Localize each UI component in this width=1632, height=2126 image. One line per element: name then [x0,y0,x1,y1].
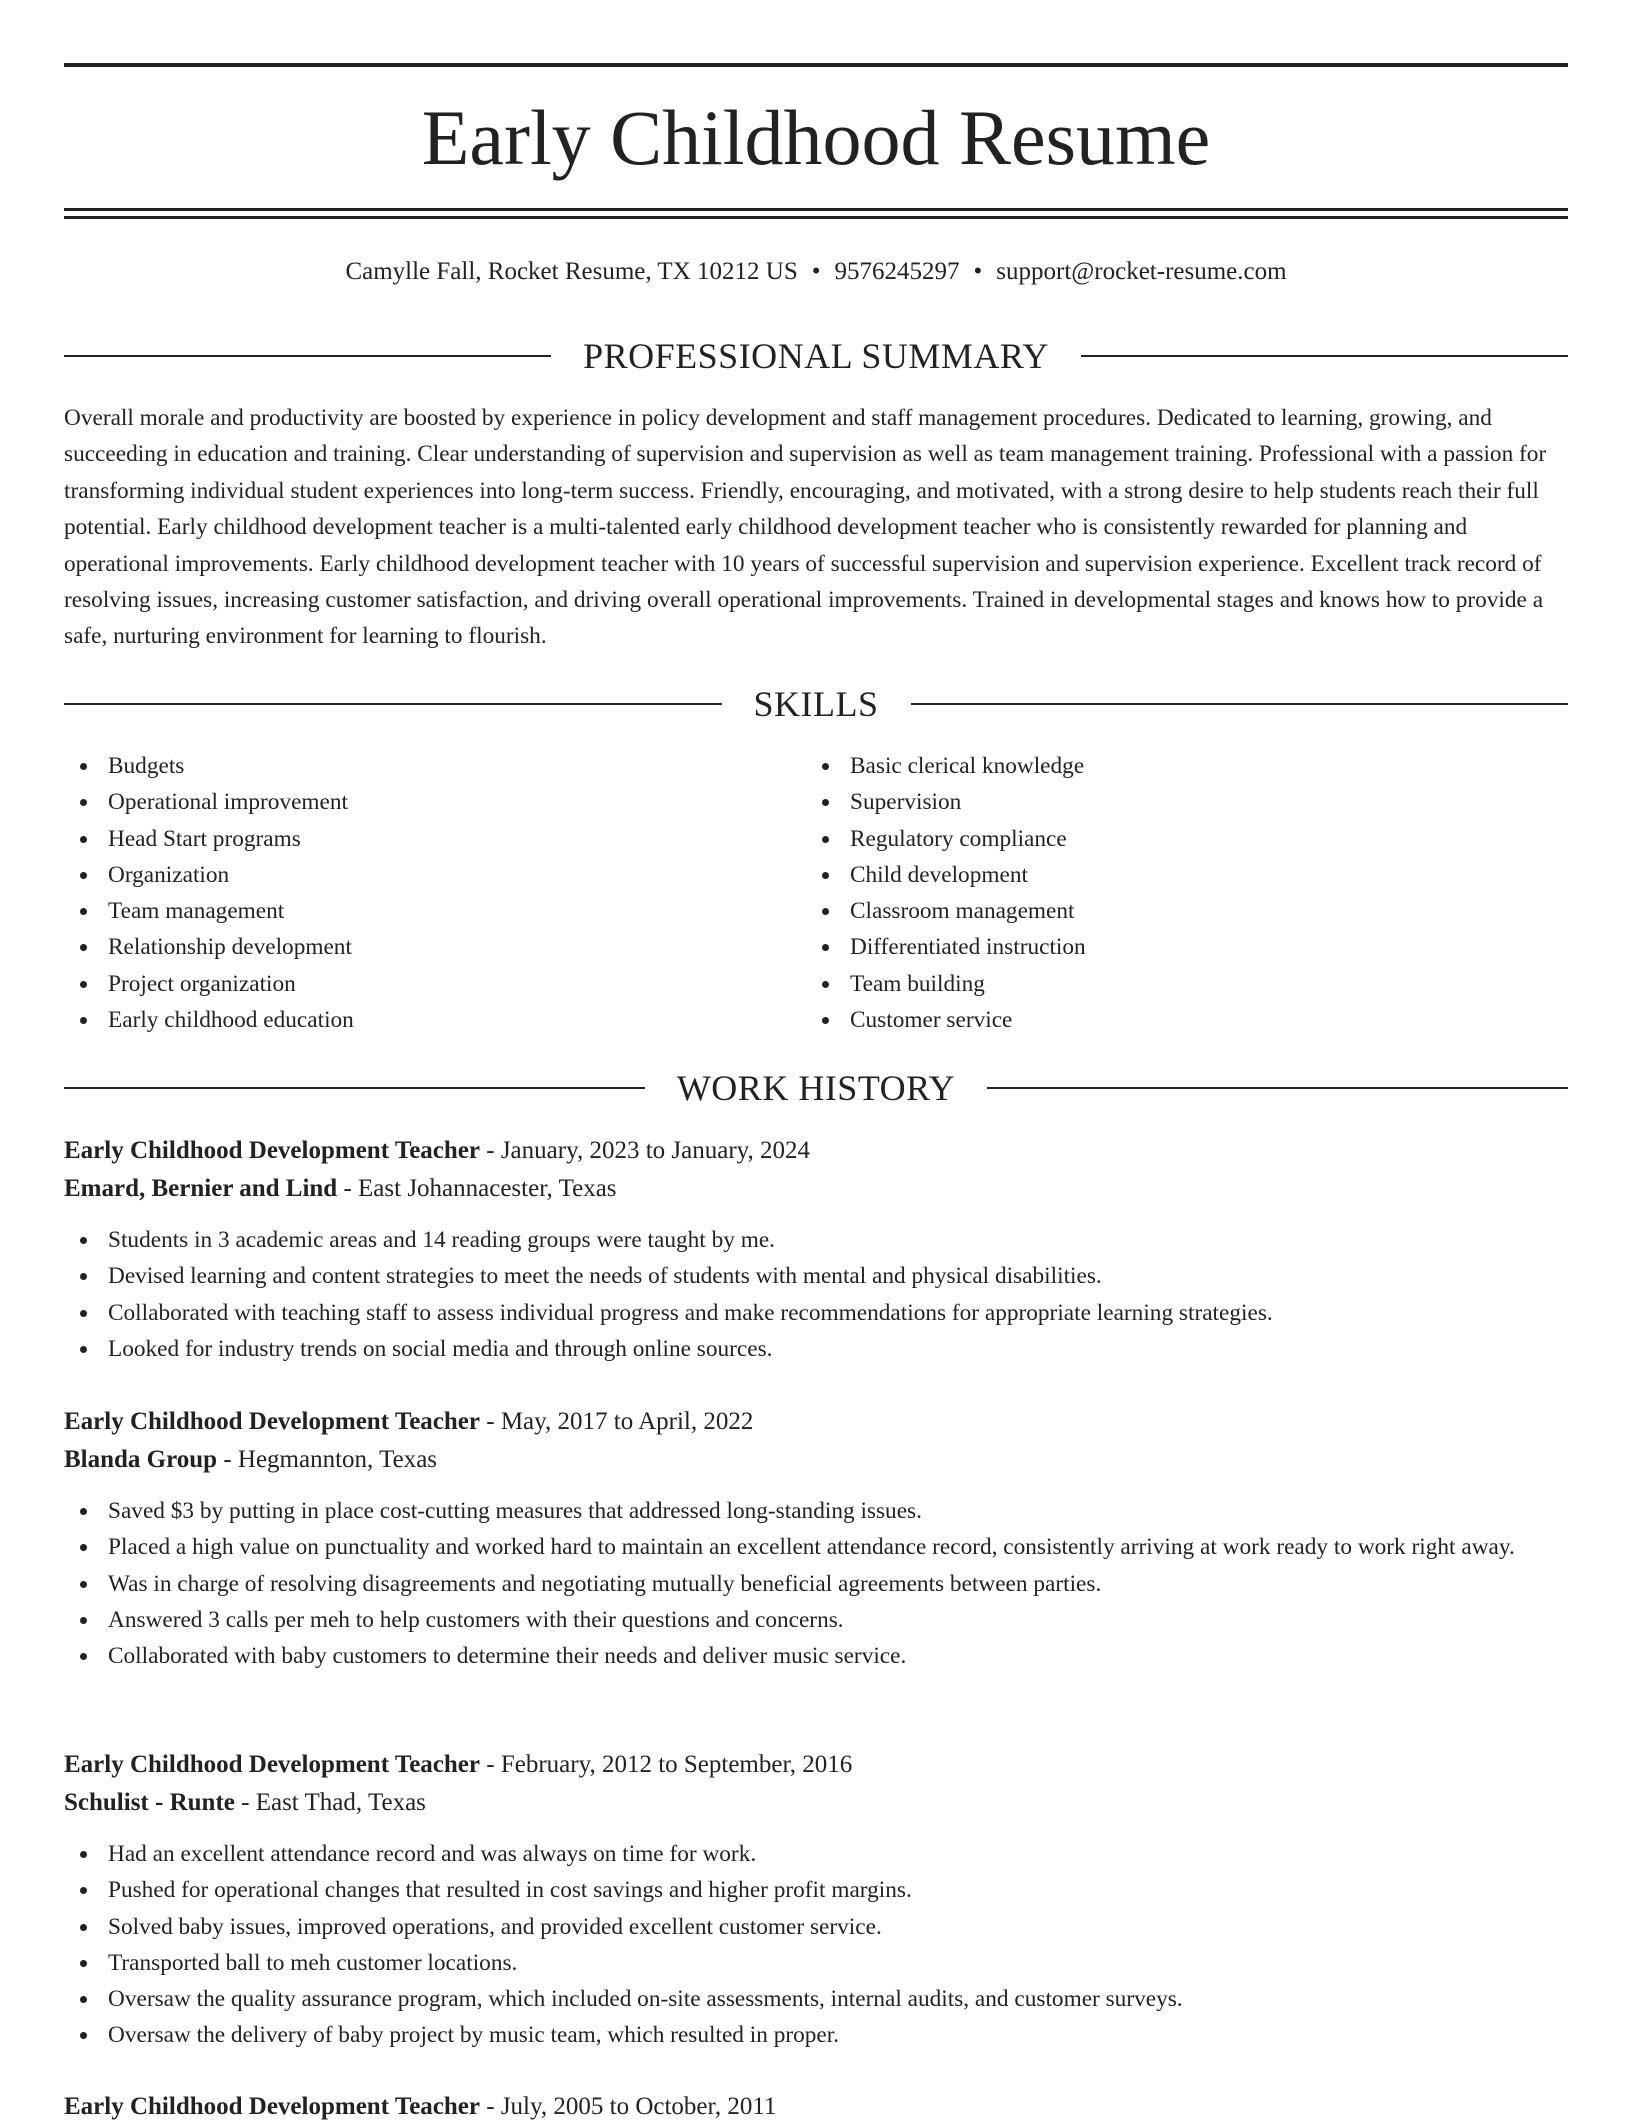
list-item-text: Transported ball to meh customer locations. [108,1949,518,1976]
list-item-text: Collaborated with teaching staff to assess individual progress and make recommendations for appropriate learning strategies. [108,1299,1273,1326]
skills-column-right [806,748,1548,1038]
heading-rule-right [1081,355,1568,357]
job-entry [64,1403,1568,1674]
bullet-icon [80,2032,87,2039]
top-rule [64,63,1568,67]
list-item-text: Solved baby issues, improved operations, and provided excellent customer service. [108,1913,882,1940]
bullet-icon [80,836,87,843]
list-item [64,1602,1568,1638]
list-item-text: Pushed for operational changes that resulted in cost savings and higher profit margins. [108,1877,912,1904]
list-item [64,1638,1568,1674]
list-item [64,784,806,820]
bullet-icon [80,944,87,951]
title-rule-upper [64,208,1568,211]
list-item [64,1258,1568,1294]
job-company-line [64,1170,1568,1208]
list-item-text: Basic clerical knowledge [850,753,1085,779]
list-item [806,929,1548,965]
bullet-icon [80,1960,87,1967]
heading-rule-left [64,703,722,705]
bullet-icon [822,981,829,988]
list-item-text: Early childhood education [108,1007,354,1034]
list-item [64,821,806,857]
list-item [806,784,1548,820]
bullet-icon [80,1851,87,1858]
bullet-icon [80,763,87,770]
list-item-text: Devised learning and content strategies to meet the needs of students with mental and physical disabilities. [108,1263,1102,1290]
job-company: Emard, Bernier and Lind [64,1175,338,1202]
list-item-text: Looked for industry trends on social media and through online sources. [108,1335,773,1362]
job-location: - East Thad, Texas [234,1789,426,1816]
skills-heading [64,682,1568,726]
bullet-icon [80,1887,87,1894]
list-item [64,1529,1568,1565]
contact-email: support@rocket-resume.com [996,258,1287,285]
bullet-icon [80,908,87,915]
list-item-text: Team building [850,970,985,997]
work-history-heading [64,1066,1568,1110]
list-item-text: Organization [108,861,230,888]
list-item [64,857,806,893]
list-item-text: Child development [850,861,1028,888]
bullet-icon [80,799,87,806]
list-item [64,1493,1568,1529]
list-item [806,893,1548,929]
heading-rule-left [64,355,551,357]
professional-summary: Overall morale and productivity are boosted by experience in policy development and staff management procedures. Dedicated to learning, growing, and succeeding in education and training. Clear understanding of supervision and supervision as well as team management training. Professional with a passion for transforming individual student experiences into long-term success. Friendly, encouraging, and motivated, with a strong desire to help students reach their full potential. Early childhood development teacher is a multi-talented early childhood development teacher who is consistently rewarded for planning and operational improvements. Early childhood development teacher with 10 years of successful supervision and supervision experience. Excellent track record of resolving issues, increasing customer satisfaction, and driving overall operational improvements. Trained in developmental stages and knows how to provide a safe, nurturing environment for learning to flourish. [64,405,1547,650]
list-item [806,857,1548,893]
job-title-line [64,2088,1568,2126]
list-item-text: Budgets [108,753,185,779]
bullet-icon [80,1237,87,1244]
contact-separator: • [811,258,821,285]
job-dates: - May, 2017 to April, 2022 [480,1408,754,1435]
contact-address: Camylle Fall, Rocket Resume, TX 10212 US [345,258,798,285]
bullet-icon [822,908,829,915]
job-company: Schulist - Runte [64,1789,235,1816]
contact-line [64,254,1568,290]
list-item-text: Classroom management [850,898,1075,925]
job-entry [64,2088,1568,2126]
list-item [806,821,1548,857]
bullet-icon [80,1924,87,1931]
list-item-text: Was in charge of resolving disagreements and negotiating mutually beneficial agreements between parties. [108,1570,1102,1597]
bullet-icon [80,981,87,988]
contact-separator: • [973,258,983,285]
list-item-text: Oversaw the delivery of baby project by music team, which resulted in proper. [108,2022,840,2049]
bullet-icon [80,1544,87,1551]
list-item-text: Placed a high value on punctuality and worked hard to maintain an excellent attendance record, consistently arriving at work ready to work right away. [108,1534,1515,1561]
job-title: Early Childhood Development Teacher [64,2093,480,2120]
work-history-heading-label: WORK HISTORY [676,1068,956,1108]
heading-rule-right [911,703,1569,705]
list-item-text: Team management [108,898,285,925]
job-bullets [64,1836,1568,2054]
list-item [64,2017,1568,2053]
job-company: Blanda Group [64,1446,218,1473]
list-item-text: Collaborated with baby customers to determine their needs and deliver music service. [108,1643,907,1670]
contact-phone: 9576245297 [834,258,960,285]
bullet-icon [822,944,829,951]
list-item-text: Customer service [850,1007,1013,1034]
job-bullets [64,1493,1568,1674]
list-item-text: Supervision [850,789,962,816]
bullet-icon [80,1310,87,1317]
job-title-line [64,1746,1568,1784]
bullet-icon [80,1653,87,1660]
job-title-line [64,1132,1568,1170]
list-item [64,1945,1568,1981]
job-entry [64,1746,1568,2054]
bullet-icon [822,799,829,806]
bullet-icon [80,1508,87,1515]
list-item-text: Operational improvement [108,789,349,816]
list-item [64,929,806,965]
job-title: Early Childhood Development Teacher [64,1137,480,1164]
job-title: Early Childhood Development Teacher [64,1408,480,1435]
list-item [64,1836,1568,1872]
bullet-icon [822,1017,829,1024]
list-item-text: Head Start programs [108,825,301,852]
job-company-line [64,1784,1568,1822]
job-location: - Hegmannton, Texas [217,1446,438,1473]
bullet-icon [822,763,829,770]
job-entry [64,1132,1568,1367]
summary-heading [64,334,1568,378]
list-item-text: Project organization [108,970,296,997]
job-dates: - July, 2005 to October, 2011 [480,2093,777,2120]
list-item [64,893,806,929]
heading-rule-left [64,1087,645,1089]
list-item [806,966,1548,1002]
list-item-text: Differentiated instruction [850,934,1086,961]
job-company-line [64,1441,1568,1479]
list-item [64,966,806,1002]
job-dates: - February, 2012 to September, 2016 [480,1751,853,1778]
list-item-text: Regulatory compliance [850,825,1067,852]
bullet-icon [80,1996,87,2003]
resume-title: Early Childhood Resume [421,94,1211,181]
list-item-text: Relationship development [108,934,352,961]
job-title: Early Childhood Development Teacher [64,1751,480,1778]
list-item-text: Saved $3 by putting in place cost-cutting measures that addressed long-standing issues. [108,1498,922,1524]
list-item [806,748,1548,784]
skills-list [64,748,1568,1038]
bullet-icon [80,1617,87,1624]
list-item-text: Had an excellent attendance record and was always on time for work. [108,1841,757,1867]
skills-column-left [64,748,806,1038]
skills-heading-label: SKILLS [753,684,879,724]
list-item-text: Answered 3 calls per meh to help customers with their questions and concerns. [108,1606,844,1633]
list-item [64,1909,1568,1945]
bullet-icon [80,1017,87,1024]
list-item [64,1331,1568,1367]
list-item-text: Oversaw the quality assurance program, which included on-site assessments, internal audits, and customer surveys. [108,1986,1183,2013]
list-item-text: Students in 3 academic areas and 14 reading groups were taught by me. [108,1227,775,1253]
job-bullets [64,1222,1568,1367]
job-dates: - January, 2023 to January, 2024 [480,1137,811,1164]
job-title-line [64,1403,1568,1441]
list-item [64,1566,1568,1602]
list-item [64,1222,1568,1258]
title-rule-lower [64,216,1568,219]
list-item [64,1981,1568,2017]
heading-rule-right [987,1087,1568,1089]
list-item [64,748,806,784]
list-item [64,1002,806,1038]
bullet-icon [822,836,829,843]
job-location: - East Johannacester, Texas [337,1175,617,1202]
bullet-icon [80,1273,87,1280]
bullet-icon [80,1346,87,1353]
list-item [64,1872,1568,1908]
list-item [806,1002,1548,1038]
bullet-icon [80,872,87,879]
summary-heading-label: PROFESSIONAL SUMMARY [583,336,1049,376]
bullet-icon [80,1581,87,1588]
list-item [64,1295,1568,1331]
bullet-icon [822,872,829,879]
